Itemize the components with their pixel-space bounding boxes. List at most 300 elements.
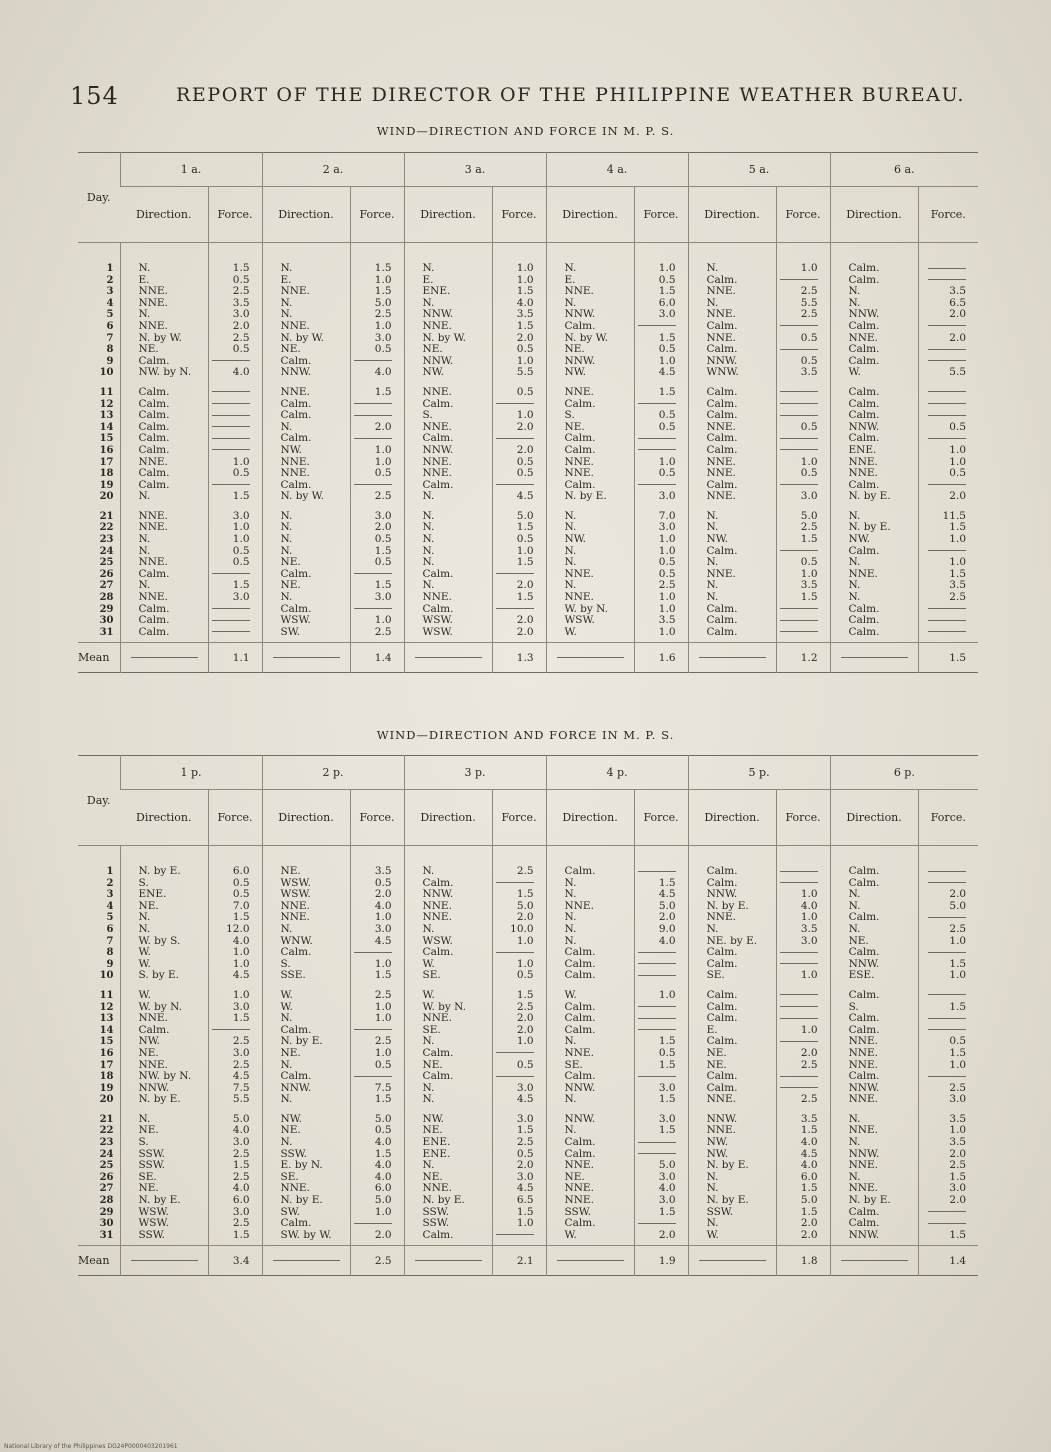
direction-value: N. <box>280 1058 293 1071</box>
direction-value: NNE. <box>422 911 452 924</box>
dash-rule <box>928 952 966 953</box>
day-number: 2 <box>106 274 114 286</box>
day-number: 9 <box>106 958 114 970</box>
force-value: 1.0 <box>374 1046 392 1059</box>
force-value: 3.5 <box>658 614 676 627</box>
force-empty-dash <box>209 445 262 457</box>
direction-value: Calm. <box>422 432 454 445</box>
direction-value: SE. <box>422 969 441 982</box>
direction-value: W. <box>138 988 151 1001</box>
direction-value: SSW. <box>422 1217 450 1230</box>
force-empty-dash <box>919 1025 979 1037</box>
direction-value: NNE. <box>564 285 594 298</box>
force-value: 4.0 <box>232 934 250 947</box>
force-value: 1.0 <box>374 614 392 627</box>
direction-value: Calm. <box>564 319 596 332</box>
direction-value: Calm. <box>706 273 738 286</box>
force-empty-dash <box>919 344 979 356</box>
force-value: 0.5 <box>658 273 676 286</box>
force-column <box>918 846 978 1246</box>
direction-value: Calm. <box>848 273 880 286</box>
force-value: 2.0 <box>949 888 967 901</box>
force-value: 1.5 <box>516 521 534 534</box>
force-value: 1.5 <box>949 957 967 970</box>
direction-value: N. <box>564 262 577 274</box>
force-value: 5.5 <box>800 296 818 309</box>
direction-value: S. by E. <box>138 969 179 982</box>
force-value: 2.0 <box>516 443 534 456</box>
direction-value: N. <box>422 509 435 522</box>
force-value: 1.5 <box>949 1046 967 1059</box>
force-value: 1.5 <box>516 988 534 1001</box>
day-number: 12 <box>99 1001 114 1013</box>
direction-value: Calm. <box>564 1217 596 1230</box>
dash-rule <box>496 1052 534 1053</box>
force-value: 1.0 <box>800 1023 818 1036</box>
force-empty-dash <box>919 912 979 924</box>
direction-value: NNE. <box>848 1159 878 1172</box>
force-value: 2.0 <box>800 1046 818 1059</box>
day-number: 20 <box>99 1094 114 1106</box>
direction-value: Calm. <box>564 957 596 970</box>
force-value: 0.5 <box>800 556 818 569</box>
direction-value: NNW. <box>138 1081 170 1094</box>
force-column <box>208 243 262 643</box>
force-value: 1.5 <box>374 385 392 398</box>
direction-value: N. <box>280 533 293 546</box>
mean-force-value: 1.1 <box>208 643 262 673</box>
direction-value: NNE. <box>422 385 452 398</box>
direction-value: NW. <box>706 1136 729 1149</box>
force-empty-dash <box>493 1230 546 1242</box>
dash-rule <box>780 952 818 953</box>
direction-value: NNE. <box>564 567 594 580</box>
direction-value: N. <box>422 296 435 309</box>
direction-value: N. <box>848 509 861 522</box>
force-value: 1.5 <box>232 1159 250 1172</box>
force-value: 1.0 <box>949 1058 967 1071</box>
dash-rule <box>354 403 392 404</box>
force-value: 3.0 <box>658 1112 676 1125</box>
direction-value: Calm. <box>138 385 170 398</box>
direction-value: N. by E. <box>848 521 891 534</box>
direction-value: E. <box>422 273 434 286</box>
force-value: 1.5 <box>374 544 392 557</box>
direction-value: Calm. <box>706 1081 738 1094</box>
dash-rule <box>928 438 966 439</box>
force-value: 3.0 <box>374 591 392 604</box>
dash-rule <box>928 608 966 609</box>
force-value: 0.5 <box>374 556 392 569</box>
direction-value: ENE. <box>422 285 451 298</box>
hour-header: 2 p. <box>262 756 404 790</box>
mean-force-value: 1.4 <box>350 643 404 673</box>
direction-value: N. <box>706 262 719 274</box>
direction-value: NNW. <box>706 1112 738 1125</box>
force-value: 3.0 <box>949 1093 967 1106</box>
direction-value: N. <box>422 922 435 935</box>
direction-value: NW. <box>706 1147 729 1160</box>
day-number: 9 <box>106 355 114 367</box>
force-empty-dash <box>209 387 262 399</box>
day-number: 23 <box>99 1137 114 1149</box>
force-value: 0.5 <box>232 556 250 569</box>
direction-value: NNE. <box>848 1124 878 1137</box>
day-number: 15 <box>99 433 114 445</box>
force-value: 5.0 <box>949 899 967 912</box>
force-value: 1.5 <box>949 521 966 534</box>
direction-value: NE. <box>280 1124 301 1137</box>
force-value: 1.5 <box>374 1147 392 1160</box>
direction-value: NNE. <box>564 1194 594 1207</box>
dash-rule <box>928 917 966 918</box>
force-value: 3.0 <box>374 509 392 522</box>
dash-rule <box>496 573 534 574</box>
force-value: 1.0 <box>800 455 818 468</box>
dash-rule <box>928 1223 966 1224</box>
direction-value: NNE. <box>280 319 310 332</box>
dash-rule <box>354 1223 392 1224</box>
force-empty-dash <box>351 947 404 959</box>
force-empty-dash <box>777 1002 830 1014</box>
direction-value: NNE. <box>706 455 736 468</box>
direction-value: SSW. <box>564 1205 592 1218</box>
dash-rule <box>638 952 676 953</box>
force-value: 2.5 <box>949 1081 967 1094</box>
force-empty-dash <box>919 321 979 333</box>
direction-value: N. <box>422 533 435 546</box>
direction-value: W. <box>422 957 435 970</box>
direction-value: Calm. <box>848 432 880 445</box>
day-number: 31 <box>99 626 114 638</box>
dash-rule <box>638 1153 676 1154</box>
force-value: 1.0 <box>658 988 676 1001</box>
direction-value: Calm. <box>422 946 454 959</box>
direction-value: N. <box>280 591 293 604</box>
direction-value: SE. <box>706 969 725 982</box>
dash-rule <box>212 449 250 450</box>
direction-value: Calm. <box>848 385 880 398</box>
direction-value: N. <box>280 1136 293 1149</box>
direction-column <box>688 243 776 643</box>
direction-value: Calm. <box>706 478 738 491</box>
direction-value: NNW. <box>848 957 880 970</box>
force-value: 0.5 <box>516 343 534 356</box>
force-value: 1.0 <box>949 533 966 546</box>
direction-value: Calm. <box>706 865 738 877</box>
force-value: 1.0 <box>374 1205 392 1218</box>
dash-rule <box>780 403 818 404</box>
force-value: 4.0 <box>800 1136 818 1149</box>
force-header: Force. <box>776 790 830 846</box>
direction-value: ENE. <box>848 443 877 456</box>
dash-rule <box>780 415 818 416</box>
dash-rule <box>212 484 250 485</box>
direction-value: Calm. <box>564 443 596 456</box>
force-value: 0.5 <box>232 876 250 889</box>
dash-rule <box>273 1260 340 1261</box>
force-value: 2.5 <box>232 1170 250 1183</box>
dash-rule <box>131 1260 198 1261</box>
direction-value: N. <box>422 556 435 569</box>
direction-value: Calm. <box>848 1205 880 1218</box>
direction-value: NNE. <box>706 285 736 298</box>
direction-value: NE. <box>280 343 301 356</box>
direction-value: Calm. <box>706 946 738 959</box>
direction-value: N. <box>564 922 577 935</box>
mean-direction-blank <box>830 1246 918 1276</box>
direction-value: W. <box>280 1000 293 1013</box>
force-value: 6.5 <box>949 296 966 309</box>
direction-value: N. <box>848 579 861 592</box>
direction-value: SSW. <box>138 1147 165 1160</box>
direction-value: N. <box>422 1093 435 1106</box>
force-value: 3.0 <box>232 1046 250 1059</box>
day-number: 16 <box>99 1047 114 1059</box>
direction-value: N. <box>706 1182 719 1195</box>
force-empty-dash <box>919 480 979 492</box>
direction-value: W. <box>138 957 151 970</box>
direction-value: NNE. <box>280 1182 310 1195</box>
day-number: 19 <box>99 479 114 491</box>
direction-value: N. <box>706 1217 719 1230</box>
direction-value: Calm. <box>848 409 880 422</box>
force-value: 0.5 <box>658 567 676 580</box>
direction-value: Calm. <box>706 1035 738 1048</box>
direction-value: N. <box>564 544 577 557</box>
day-number: 30 <box>99 1218 114 1230</box>
direction-value: N. <box>706 1170 719 1183</box>
force-empty-dash <box>777 615 830 627</box>
force-value: 4.0 <box>374 1170 392 1183</box>
direction-value: WSW. <box>280 888 311 901</box>
force-empty-dash <box>351 410 404 422</box>
force-value: 0.5 <box>949 420 966 433</box>
force-column <box>634 243 688 643</box>
force-value: 2.0 <box>232 319 250 332</box>
direction-value: NNE. <box>706 1124 736 1137</box>
direction-value: N. <box>706 556 719 569</box>
direction-value: NW. <box>280 443 302 456</box>
direction-value: NNW. <box>848 1081 880 1094</box>
dash-rule <box>841 657 908 658</box>
direction-value: WSW. <box>564 614 595 627</box>
direction-value: Calm. <box>422 602 454 615</box>
direction-value: E. <box>138 273 150 286</box>
hour-header: 4 a. <box>546 153 688 187</box>
force-value: 1.0 <box>374 1012 392 1025</box>
force-value: 2.5 <box>949 1159 967 1172</box>
force-value: 1.5 <box>516 1124 534 1137</box>
direction-value: Calm. <box>706 432 738 445</box>
force-value: 4.5 <box>232 969 250 982</box>
direction-value: NNW. <box>564 308 596 321</box>
dash-rule <box>928 279 966 280</box>
force-empty-dash <box>777 627 830 639</box>
wind-table-am <box>78 152 978 673</box>
force-value: 2.5 <box>374 490 392 503</box>
direction-header: Direction. <box>262 187 350 243</box>
direction-value: NNE. <box>138 296 168 309</box>
dash-rule <box>131 657 198 658</box>
day-number: 11 <box>99 386 114 398</box>
force-value: 1.0 <box>658 533 676 546</box>
force-value: 1.0 <box>800 911 818 924</box>
direction-value: NE. <box>564 343 585 356</box>
day-number: 24 <box>99 1148 114 1160</box>
direction-value: WSW. <box>280 614 311 627</box>
direction-value: NNW. <box>280 1081 312 1094</box>
direction-value: N. <box>138 579 151 592</box>
dash-rule <box>928 349 966 350</box>
direction-value: N. <box>706 296 719 309</box>
direction-value: Calm. <box>848 343 880 356</box>
force-value: 2.0 <box>516 614 534 627</box>
direction-value: Calm. <box>848 544 880 557</box>
dash-rule <box>928 620 966 621</box>
mean-row <box>78 1246 978 1276</box>
force-value: 2.5 <box>516 1136 534 1149</box>
direction-value: Calm. <box>848 865 880 877</box>
day-number: 1 <box>106 866 114 877</box>
force-empty-dash <box>777 866 830 878</box>
force-value: 12.0 <box>226 922 250 935</box>
force-value: 3.0 <box>658 1170 676 1183</box>
force-value: 2.5 <box>800 285 818 298</box>
direction-value: NNW. <box>564 354 596 367</box>
dash-rule <box>638 403 676 404</box>
force-value: 1.0 <box>658 625 676 638</box>
mean-force-value: 1.9 <box>634 1246 688 1276</box>
dash-rule <box>415 657 482 658</box>
force-value: 1.5 <box>374 285 392 298</box>
dash-rule <box>928 631 966 632</box>
direction-value: S. <box>422 409 433 422</box>
direction-value: NNW. <box>848 308 880 321</box>
direction-value: NNE. <box>564 467 594 480</box>
direction-value: NE. <box>422 1124 443 1137</box>
force-value: 2.0 <box>374 521 392 534</box>
direction-value: N. <box>848 285 861 298</box>
force-value: 4.0 <box>800 899 818 912</box>
direction-value: NW. by N. <box>138 1070 192 1083</box>
force-empty-dash <box>777 445 830 457</box>
direction-value: N. <box>564 911 577 924</box>
force-value: 0.5 <box>232 343 250 356</box>
dash-rule <box>354 1076 392 1077</box>
direction-value: Calm. <box>848 262 880 274</box>
mean-direction-blank <box>404 1246 492 1276</box>
table-body-row <box>78 846 978 1246</box>
direction-value: N. by E. <box>138 865 181 877</box>
force-value: 1.0 <box>516 934 534 947</box>
direction-value: N. <box>848 556 861 569</box>
force-value: 1.5 <box>516 285 534 298</box>
mean-force-value: 1.5 <box>918 643 978 673</box>
direction-header: Direction. <box>404 187 492 243</box>
hour-header: 1 a. <box>120 153 262 187</box>
direction-value: Calm. <box>280 432 312 445</box>
direction-column <box>688 846 776 1246</box>
force-value: 4.0 <box>374 366 392 379</box>
direction-value: Calm. <box>422 1070 454 1083</box>
dash-rule <box>928 415 966 416</box>
day-number: 17 <box>99 456 114 468</box>
force-value: 3.0 <box>232 308 250 321</box>
direction-value: Calm. <box>138 443 170 456</box>
force-value: 2.5 <box>232 1035 250 1048</box>
force-value: 5.0 <box>374 1194 392 1207</box>
force-value: 1.5 <box>374 1093 392 1106</box>
force-value: 2.5 <box>374 988 392 1001</box>
direction-value: NNE. <box>280 911 310 924</box>
direction-value: SSE. <box>280 969 306 982</box>
direction-value: NW. by N. <box>138 366 192 379</box>
direction-value: WNW. <box>706 366 739 379</box>
force-value: 2.0 <box>949 1147 967 1160</box>
direction-value: SE. <box>138 1170 157 1183</box>
force-empty-dash <box>919 990 979 1002</box>
force-column <box>208 846 262 1246</box>
dash-rule <box>212 1029 250 1030</box>
direction-value: Calm. <box>138 432 170 445</box>
direction-value: Calm. <box>706 614 738 627</box>
force-empty-dash <box>635 1137 688 1149</box>
direction-value: Calm. <box>422 397 454 410</box>
page-header <box>70 76 990 116</box>
direction-header: Direction. <box>546 187 634 243</box>
force-value: 3.0 <box>658 308 676 321</box>
force-value: 1.0 <box>516 409 534 422</box>
direction-value: NNE. <box>848 567 878 580</box>
force-empty-dash <box>919 615 979 627</box>
force-empty-dash <box>635 866 688 878</box>
mean-direction-blank <box>688 1246 776 1276</box>
force-value: 1.0 <box>949 443 966 456</box>
force-value: 4.0 <box>374 1136 392 1149</box>
direction-value: N. by E. <box>706 1194 749 1207</box>
dash-rule <box>354 608 392 609</box>
direction-column <box>404 846 492 1246</box>
force-empty-dash <box>777 399 830 411</box>
force-empty-dash <box>777 433 830 445</box>
direction-column <box>120 846 208 1246</box>
direction-value: Calm. <box>280 1217 312 1230</box>
direction-value: NE. <box>706 1046 727 1059</box>
direction-value: S. <box>138 876 149 889</box>
direction-value: Calm. <box>706 602 738 615</box>
force-value: 4.5 <box>516 490 534 503</box>
direction-value: N. <box>706 922 719 935</box>
direction-value: N. <box>848 888 861 901</box>
direction-value: W. <box>564 988 577 1001</box>
direction-value: Calm. <box>422 1228 454 1241</box>
dash-rule <box>212 415 250 416</box>
force-value: 4.0 <box>374 899 392 912</box>
direction-value: WSW. <box>138 1205 169 1218</box>
direction-value: Calm. <box>138 602 170 615</box>
direction-value: N. <box>706 521 719 534</box>
force-empty-dash <box>777 410 830 422</box>
day-number: 10 <box>99 970 114 982</box>
table-caption-am: WIND—DIRECTION AND FORCE IN M. P. S. <box>376 124 675 138</box>
dash-rule <box>638 975 676 976</box>
direction-value: NNW. <box>848 1228 880 1241</box>
force-empty-dash <box>635 1071 688 1083</box>
force-value: 1.0 <box>516 273 534 286</box>
direction-value: ENE. <box>138 888 167 901</box>
day-number: 23 <box>99 534 114 546</box>
